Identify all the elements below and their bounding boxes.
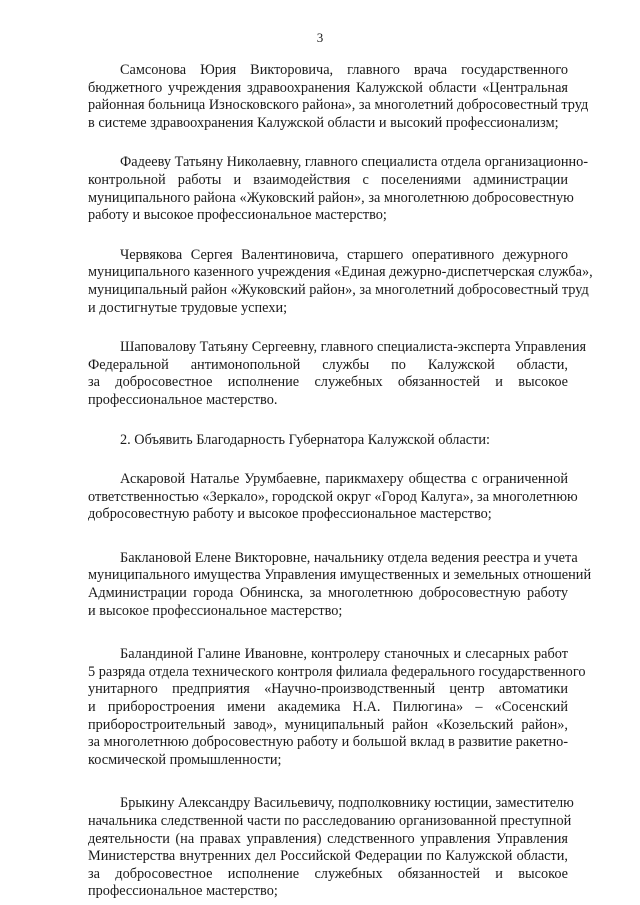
- text-line: профессиональное мастерство.: [88, 391, 278, 408]
- award-paragraph-brykin: [88, 795, 574, 901]
- text-line: работу и высокое профессиональное мастерство;: [88, 207, 387, 224]
- text-line: и достигнутые трудовые успехи;: [88, 299, 288, 316]
- text-line: Аскаровой Наталье Урумбаевне, парикмахеру общества с ограниченной: [120, 471, 568, 488]
- text-line: муниципального казенного учреждения «Единая дежурно-диспетчерская служба»,: [88, 264, 593, 281]
- text-line: за добросовестное исполнение служебных обязанностей и высокое: [88, 865, 568, 882]
- text-line: приборостроительный завод», муниципальный район «Козельский район»,: [88, 716, 568, 733]
- text-line: муниципального имущества Управления имущественных и земельных отношений: [88, 567, 592, 584]
- award-paragraph-baklanova: [88, 549, 592, 620]
- section-heading-gratitude: [88, 432, 568, 450]
- text-line: деятельности (на правах управления) следственного управления Управления: [88, 830, 568, 847]
- text-line: Баландиной Галине Ивановне, контролеру станочных и слесарных работ: [120, 646, 568, 663]
- text-line: в системе здравоохранения Калужской области и высокий профессионализм;: [88, 114, 559, 131]
- text-line: бюджетного учреждения здравоохранения Калужской области «Центральная: [88, 79, 568, 96]
- text-line: Федеральной антимонопольной службы по Калужской области,: [88, 356, 568, 373]
- page-number: 3: [316, 30, 324, 45]
- text-line: Самсонова Юрия Викторовича, главного врача государственного: [120, 62, 568, 78]
- text-line: добросовестную работу и высокое профессиональное мастерство;: [88, 506, 492, 523]
- text-line: космической промышленности;: [88, 751, 282, 768]
- document-body: [88, 62, 593, 901]
- text-line: муниципального района «Жуковский район», за многолетнюю добросовестную: [88, 189, 574, 206]
- text-line: Администрации города Обнинска, за многолетнюю добросовестную работу: [88, 585, 568, 602]
- text-line: и высокое профессиональное мастерство;: [88, 602, 343, 619]
- text-line: муниципальный район «Жуковский район», за многолетний добросовестный труд: [88, 281, 589, 298]
- text-line: унитарного предприятия «Научно-производственный центр автоматики: [88, 681, 568, 698]
- text-line: 5 разряда отдела технического контроля филиала федерального государственного: [88, 663, 586, 680]
- text-line: профессиональное мастерство;: [88, 883, 278, 900]
- award-paragraph-askarova: [88, 471, 578, 524]
- award-paragraph-shapovalova: [88, 339, 587, 409]
- text-line: контрольной работы и взаимодействия с поселениями администрации: [88, 171, 568, 188]
- text-line: ответственностью «Зеркало», городской округ «Город Калуга», за многолетнюю: [88, 488, 578, 505]
- award-paragraph-fadeeva: [88, 154, 589, 224]
- text-line: Шаповалову Татьяну Сергеевну, главного специалиста-эксперта Управления: [120, 339, 587, 356]
- text-line: Брыкину Александру Васильевичу, подполковнику юстиции, заместителю: [120, 795, 574, 812]
- text-line: Червякова Сергея Валентиновича, старшего оперативного дежурного: [120, 246, 568, 263]
- award-paragraph-samsonov: [88, 62, 589, 132]
- text-line: Фадееву Татьяну Николаевну, главного специалиста отдела организационно-: [120, 154, 589, 171]
- text-line: и приборостроения имени академика Н.А. Пилюгина» – «Сосенский: [88, 699, 568, 716]
- award-paragraph-chervyakov: [88, 246, 593, 317]
- award-paragraph-balandina: [88, 646, 586, 769]
- text-line: районная больница Износковского района», за многолетний добросовестный труд: [88, 97, 589, 114]
- text-line: Баклановой Елене Викторовне, начальнику отдела ведения реестра и учета: [120, 549, 578, 566]
- text-line: Министерства внутренних дел Российской Федерации по Калужской области,: [88, 848, 568, 865]
- text-line: 2. Объявить Благодарность Губернатора Калужской области:: [120, 431, 491, 448]
- text-line: за многолетнюю добросовестную работу и большой вклад в развитие ракетно-: [88, 734, 569, 751]
- text-line: начальника следственной части по расследованию организованной преступной: [88, 813, 572, 829]
- text-line: за добросовестное исполнение служебных обязанностей и высокое: [88, 374, 568, 391]
